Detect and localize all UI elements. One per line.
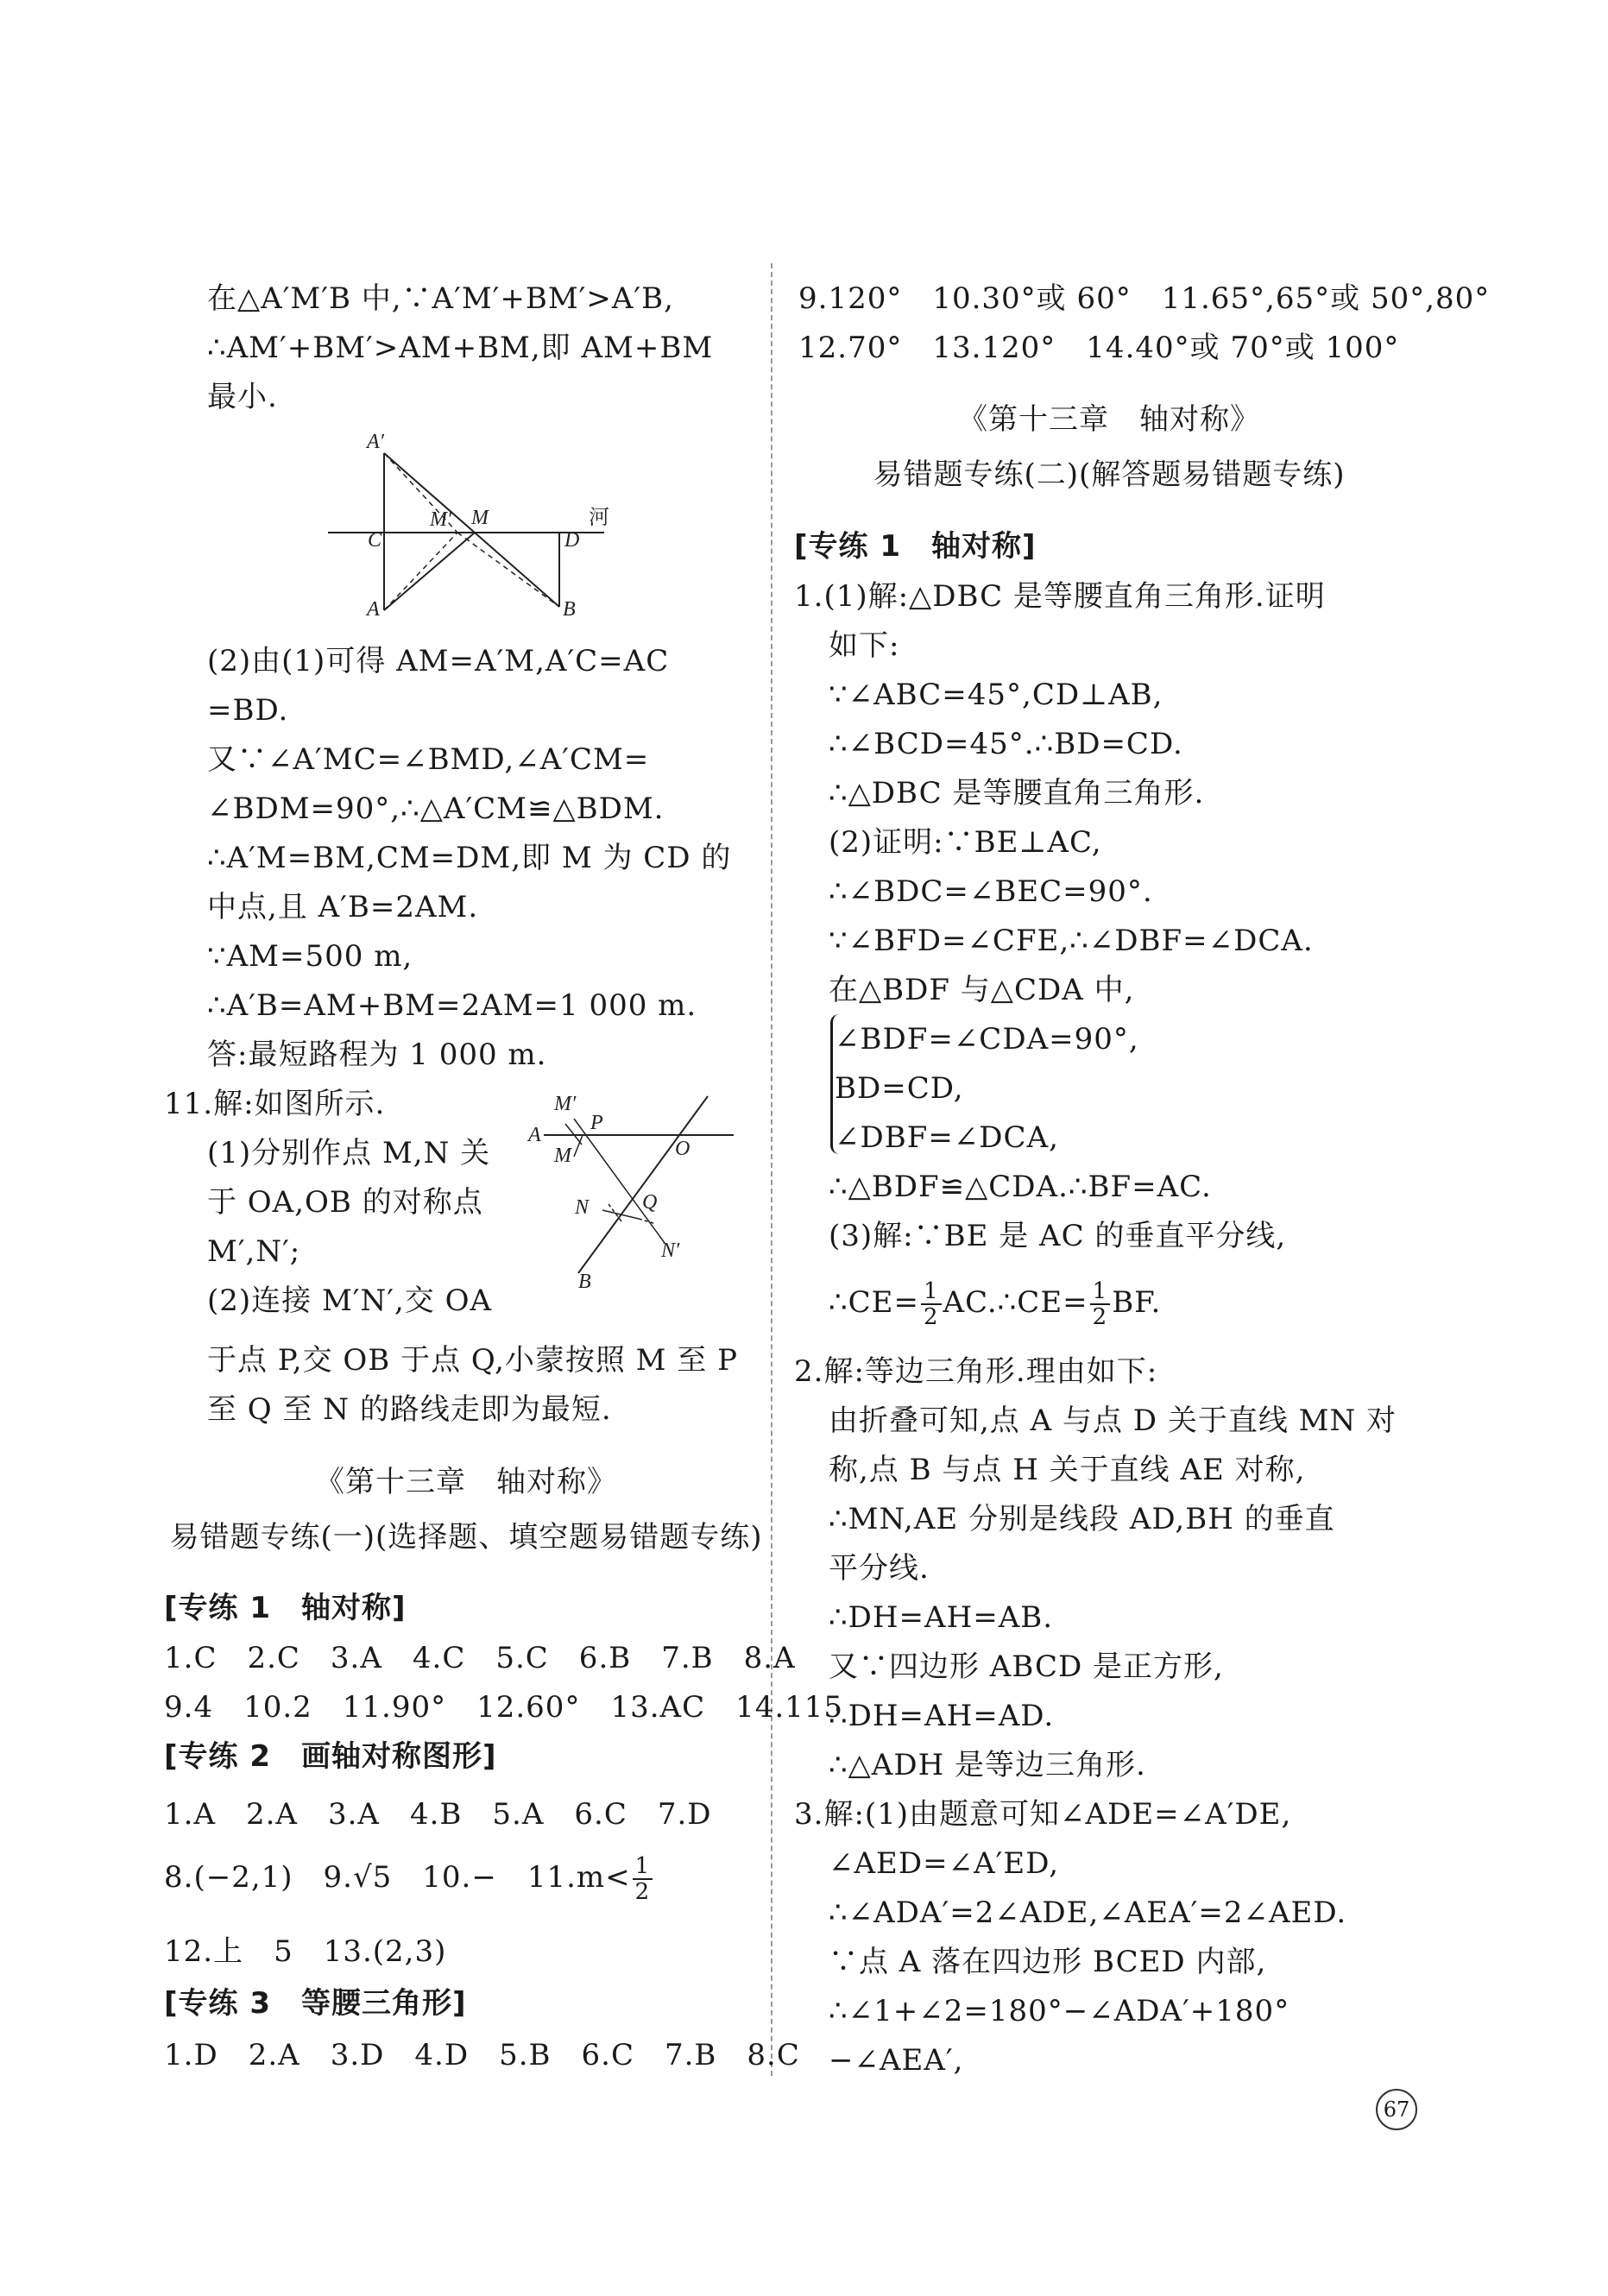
shortest-path-diagram [527,1088,742,1295]
system-line: BD=CD, [835,1071,964,1106]
text-line: 又∵∠A′MC=∠BMD,∠A′CM= [207,742,650,777]
text-line: 平分线. [829,1551,930,1586]
text-line: M′,N′; [207,1234,301,1269]
chapter-title: 《第十三章 轴对称》 [958,402,1260,437]
text-line: ∠AED=∠A′ED, [829,1846,1060,1881]
answer-line: 1.D 2.A 3.D 4.D 5.B 6.C 7.B 8.C [164,2038,800,2072]
fraction [1090,1279,1111,1329]
section-title: 易错题专练(二)(解答题易错题专练) [873,457,1346,492]
text-line: −∠AEA′, [829,2043,964,2078]
text-line: (2)由(1)可得 AM=A′M,A′C=AC [207,644,670,678]
label-N-prime: N′ [661,1239,680,1262]
chapter-title: 《第十三章 轴对称》 [315,1465,617,1499]
column-divider [771,263,772,2076]
question-1: 1.(1)解:△DBC 是等腰直角三角形.证明 [794,579,1326,614]
answer-line: 9.4 10.2 11.90° 12.60° 13.AC 14.115 [164,1690,844,1725]
text-line: ∠BDM=90°,∴△A′CM≌△BDM. [207,792,665,826]
label-B: B [578,1271,591,1293]
text-line: 最小. [207,380,278,414]
text-line: 如下: [829,628,900,663]
fraction-denominator: 2 [634,1879,651,1905]
text-line: 答:最短路程为 1 000 m. [207,1038,547,1072]
answer-line: 12.70° 13.120° 14.40°或 70°或 100° [798,331,1400,365]
text-line: ∴A′M=BM,CM=DM,即 M 为 CD 的 [207,841,732,875]
text-line: 在△BDF 与△CDA 中, [829,973,1135,1007]
label-M: M [554,1145,571,1167]
drill-heading: [专练 1 轴对称] [164,1591,407,1625]
label-Q: Q [642,1191,658,1214]
text-line: (2)证明:∵BE⊥AC, [829,825,1102,860]
label-M: M [471,507,489,529]
text-line: ∵点 A 落在四边形 BCED 内部, [829,1945,1267,1979]
answer-line: 12.上 5 13.(2,3) [164,1934,447,1969]
system-line: ∠BDF=∠CDA=90°, [835,1022,1139,1057]
drill-heading: [专练 3 等腰三角形] [164,1986,467,2021]
answer-line: 1.C 2.C 3.A 4.C 5.C 6.B 7.B 8.A [164,1641,796,1675]
label-A-prime: A′ [367,431,384,453]
text-line: ∴DH=AH=AD. [829,1699,1055,1733]
text-line: 在△A′M′B 中,∵A′M′+BM′>A′B, [207,281,674,316]
text-line: ∴A′B=AM+BM=2AM=1 000 m. [207,988,697,1023]
text-line: 由折叠可知,点 A 与点 D 关于直线 MN 对 [829,1403,1397,1438]
text-line: 于点 P,交 OB 于点 Q,小蒙按照 M 至 P [207,1343,738,1378]
label-P: P [590,1112,603,1134]
question-3: 3.解:(1)由题意可知∠ADE=∠A′DE, [794,1797,1292,1832]
text-line: 称,点 B 与点 H 关于直线 AE 对称, [829,1453,1306,1487]
text-line: 又∵四边形 ABCD 是正方形, [829,1649,1224,1684]
label-N: N [575,1196,590,1219]
fraction [633,1854,653,1904]
label-B: B [563,598,576,621]
equation-text: BF. [1112,1285,1162,1320]
text-line: ∴∠BCD=45°.∴BD=CD. [829,727,1183,761]
label-M-prime: M′ [554,1093,577,1115]
text-line: ∵∠BFD=∠CFE,∴∠DBF=∠DCA. [829,924,1314,958]
fraction [921,1279,942,1329]
drill-heading: [专练 1 轴对称] [794,529,1037,564]
text-line: ∵∠ABC=45°,CD⊥AB, [829,678,1163,712]
fraction-denominator: 2 [923,1304,939,1330]
text-line: =BD. [207,693,289,728]
text-line: ∴△ADH 是等边三角形. [829,1748,1146,1782]
text-line: ∴AM′+BM′>AM+BM,即 AM+BM [207,331,714,365]
answer-line: 9.120° 10.30°或 60° 11.65°,65°或 50°,80° [798,281,1491,316]
page-number: 67 [1376,2089,1417,2130]
text-line: ∴△DBC 是等腰直角三角形. [829,776,1205,811]
text-line: 中点,且 A′B=2AM. [207,890,479,924]
equation-text: ∴CE= [829,1285,919,1320]
equation-text: AC.∴CE= [943,1285,1088,1320]
label-river: 河 [589,505,609,529]
section-title: 易错题专练(一)(选择题、填空题易错题专练) [169,1520,763,1555]
text-line: ∴∠ADA′=2∠ADE,∠AEA′=2∠AED. [829,1895,1347,1930]
system-line: ∠DBF=∠DCA, [835,1120,1059,1155]
river-diagram [319,427,630,626]
text-line: (1)分别作点 M,N 关 [207,1136,491,1170]
question-11: 11.解:如图所示. [164,1087,386,1121]
answer-line: 1.A 2.A 3.A 4.B 5.A 6.C 7.D [164,1797,712,1832]
text-line: (3)解:∵BE 是 AC 的垂直平分线, [829,1219,1287,1253]
answer-line [164,1854,654,1904]
label-A: A [528,1124,541,1146]
fraction-numerator: 1 [633,1854,653,1880]
text-line: ∵AM=500 m, [207,939,413,974]
label-M-prime: M′ [430,508,452,531]
label-O: O [675,1138,690,1160]
text-line: ∴MN,AE 分别是线段 AD,BH 的垂直 [829,1502,1335,1536]
fraction-numerator: 1 [921,1279,942,1305]
fraction-denominator: 2 [1092,1304,1108,1330]
text-line: ∴∠BDC=∠BEC=90°. [829,874,1153,909]
text-line: 至 Q 至 N 的路线走即为最短. [207,1392,612,1427]
fraction-numerator: 1 [1090,1279,1111,1305]
label-C: C [368,529,382,552]
equation-system-brace [830,1014,848,1154]
label-A: A [367,598,380,621]
text-line: 于 OA,OB 的对称点 [207,1185,483,1220]
text-line: ∴△BDF≌△CDA.∴BF=AC. [829,1170,1212,1204]
text-line [829,1279,1161,1329]
drill-heading: [专练 2 画轴对称图形] [164,1739,497,1774]
answer-text: 8.(−2,1) 9.√5 10.− 11.m< [164,1860,631,1895]
text-line: ∴∠1+∠2=180°−∠ADA′+180° [829,1994,1290,2028]
question-2: 2.解:等边三角形.理由如下: [794,1354,1158,1389]
label-D: D [564,529,580,552]
text-line: ∴DH=AH=AB. [829,1600,1054,1635]
text-line: (2)连接 M′N′,交 OA [207,1284,493,1318]
